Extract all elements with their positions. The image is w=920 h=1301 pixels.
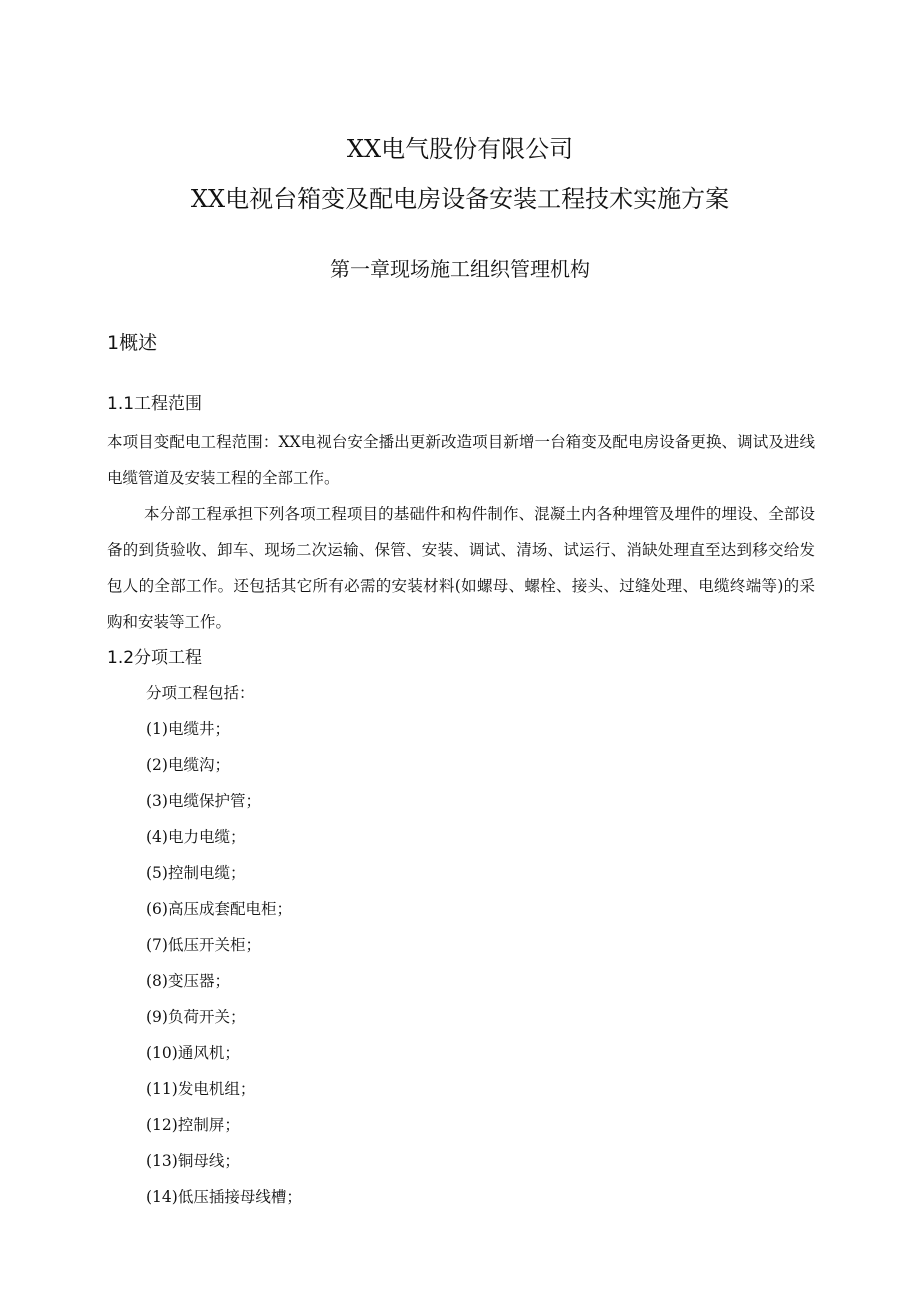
list-item: (9)负荷开关； xyxy=(146,1008,246,1026)
list-item: (4)电力电缆； xyxy=(146,828,246,846)
subitem-intro: 分项工程包括： xyxy=(146,684,255,702)
list-item: (3)电缆保护管； xyxy=(146,792,261,810)
subitem-list xyxy=(146,675,302,1215)
scope-paragraph-1: 本项目变配电工程范围：XX电视台安全播出更新改造项目新增一台箱变及配电房设备更换、调试及进线电缆管道及安装工程的全部工作。 xyxy=(107,433,815,487)
list-item: (10)通风机； xyxy=(146,1044,240,1062)
chapter-title: 第一章现场施工组织管理机构 xyxy=(330,257,590,281)
section-heading-overview: 1概述 xyxy=(107,332,158,354)
list-item: (2)电缆沟； xyxy=(146,756,230,774)
list-item: (13)铜母线； xyxy=(146,1152,240,1170)
list-item: (8)变压器； xyxy=(146,972,230,990)
list-item: (5)控制电缆； xyxy=(146,864,246,882)
section-heading-scope: 1.1工程范围 xyxy=(107,394,203,414)
list-item: (1)电缆井； xyxy=(146,720,230,738)
company-title: XX电气股份有限公司 xyxy=(346,135,574,163)
list-item: (12)控制屏； xyxy=(146,1116,240,1134)
scope-paragraph-2: 本分部工程承担下列各项工程项目的基础件和构件制作、混凝土内各种埋管及埋件的埋设、全部设备的到货验收、卸车、现场二次运输、保管、安装、调试、清场、试运行、消缺处理直至达到移交给发包人的全部工作。还包括其它所有必需的安装材料(如螺母、螺栓、接头、过缝处理、电缆终端等)的采购和安装等工作。 xyxy=(107,505,815,631)
list-item: (7)低压开关柜； xyxy=(146,936,261,954)
section-heading-subitems: 1.2分项工程 xyxy=(107,648,203,668)
project-title: XX电视台箱变及配电房设备安装工程技术实施方案 xyxy=(190,185,730,213)
list-item: (6)高压成套配电柜； xyxy=(146,900,292,918)
list-item: (14)低压插接母线槽； xyxy=(146,1188,302,1206)
list-item: (11)发电机组； xyxy=(146,1080,256,1098)
